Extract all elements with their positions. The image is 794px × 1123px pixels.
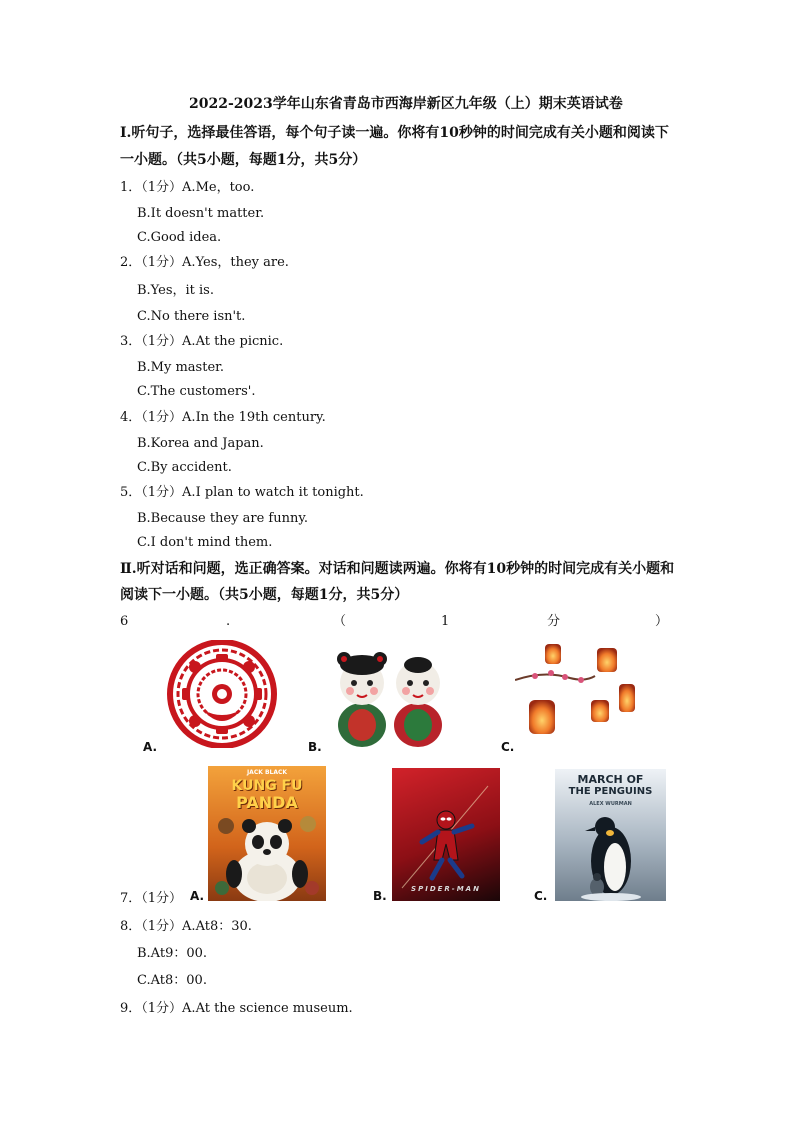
q1-option-b: B.It doesn't matter.	[137, 206, 265, 221]
section1-heading-line2: 一小题。（共5小题，每题1分，共5分）	[120, 152, 367, 168]
poster-c-subtitle: ALEX WURMAN	[589, 801, 632, 807]
q3-option-b: B.My master.	[137, 360, 225, 375]
clay-dolls-image	[330, 645, 448, 750]
q2-option-a: 2．（1分）A.Yes，they are.	[120, 255, 289, 270]
q6-dot: .	[226, 614, 231, 629]
q7-head: 7．（1分）	[120, 891, 183, 906]
march-of-penguins-poster	[555, 769, 666, 901]
poster-c-title1: MARCH OF	[577, 773, 644, 786]
q1-option-c: C.Good idea.	[137, 230, 222, 245]
q6-label-b: B.	[308, 740, 322, 754]
q6-left-paren: （	[333, 614, 347, 629]
q5-option-b: B.Because they are funny.	[137, 511, 309, 526]
q7-label-c: C.	[534, 889, 548, 903]
poster-a-title2: PANDA	[236, 793, 298, 812]
q4-option-a: 4．（1分）A.In the 19th century.	[120, 410, 326, 425]
section2-heading-line1: Ⅱ.听对话和问题，选正确答案。对话和问题读两遍。你将有10秒钟的时间完成有关小题和	[120, 561, 675, 577]
q8-option-b: B.At9：00.	[137, 946, 208, 961]
paper-cut-fu-image	[163, 640, 281, 748]
spider-man-poster	[392, 768, 500, 901]
section2-heading-line2: 阅读下一小题。（共5小题，每题1分，共5分）	[120, 587, 409, 603]
q6-right-paren: ）	[655, 614, 669, 629]
q1-option-a: 1．（1分）A.Me，too.	[120, 180, 255, 195]
poster-a-top-text: JACK BLACK	[246, 769, 288, 776]
q5-option-c: C.I don't mind them.	[137, 535, 273, 550]
q9-option-a: 9．（1分）A.At the science museum.	[120, 1001, 353, 1016]
q6-label-a: A.	[143, 740, 158, 754]
poster-c-title2: THE PENGUINS	[568, 786, 653, 797]
q4-option-b: B.Korea and Japan.	[137, 436, 264, 451]
q4-option-c: C.By accident.	[137, 460, 232, 475]
poster-b-title: SPIDER-MAN	[411, 885, 481, 893]
q8-option-c: C.At8：00.	[137, 973, 207, 988]
q6-number: 6	[120, 614, 129, 629]
q6-score: 1	[441, 614, 450, 629]
q7-label-a: A.	[190, 889, 205, 903]
page-title: 2022-2023学年山东省青岛市西海岸新区九年级（上）期末英语试卷	[189, 96, 623, 112]
q3-option-c: C.The customers'.	[137, 384, 256, 399]
q8-option-a: 8．（1分）A.At8：30.	[120, 919, 252, 934]
kung-fu-panda-poster	[208, 766, 326, 901]
q2-option-b: B.Yes，it is.	[137, 283, 214, 298]
section1-heading-line1: Ⅰ.听句子，选择最佳答语，每个句子读一遍。你将有10秒钟的时间完成有关小题和阅读下	[120, 125, 669, 141]
q5-option-a: 5．（1分）A.I plan to watch it tonight.	[120, 485, 364, 500]
sky-lanterns-image	[515, 640, 637, 750]
q2-option-c: C.No there isn't.	[137, 309, 246, 324]
q7-label-b: B.	[373, 889, 387, 903]
q3-option-a: 3．（1分）A.At the picnic.	[120, 334, 284, 349]
poster-a-title1: KUNG FU	[231, 778, 303, 794]
q6-label-c: C.	[501, 740, 515, 754]
q6-score-unit: 分	[547, 614, 561, 629]
